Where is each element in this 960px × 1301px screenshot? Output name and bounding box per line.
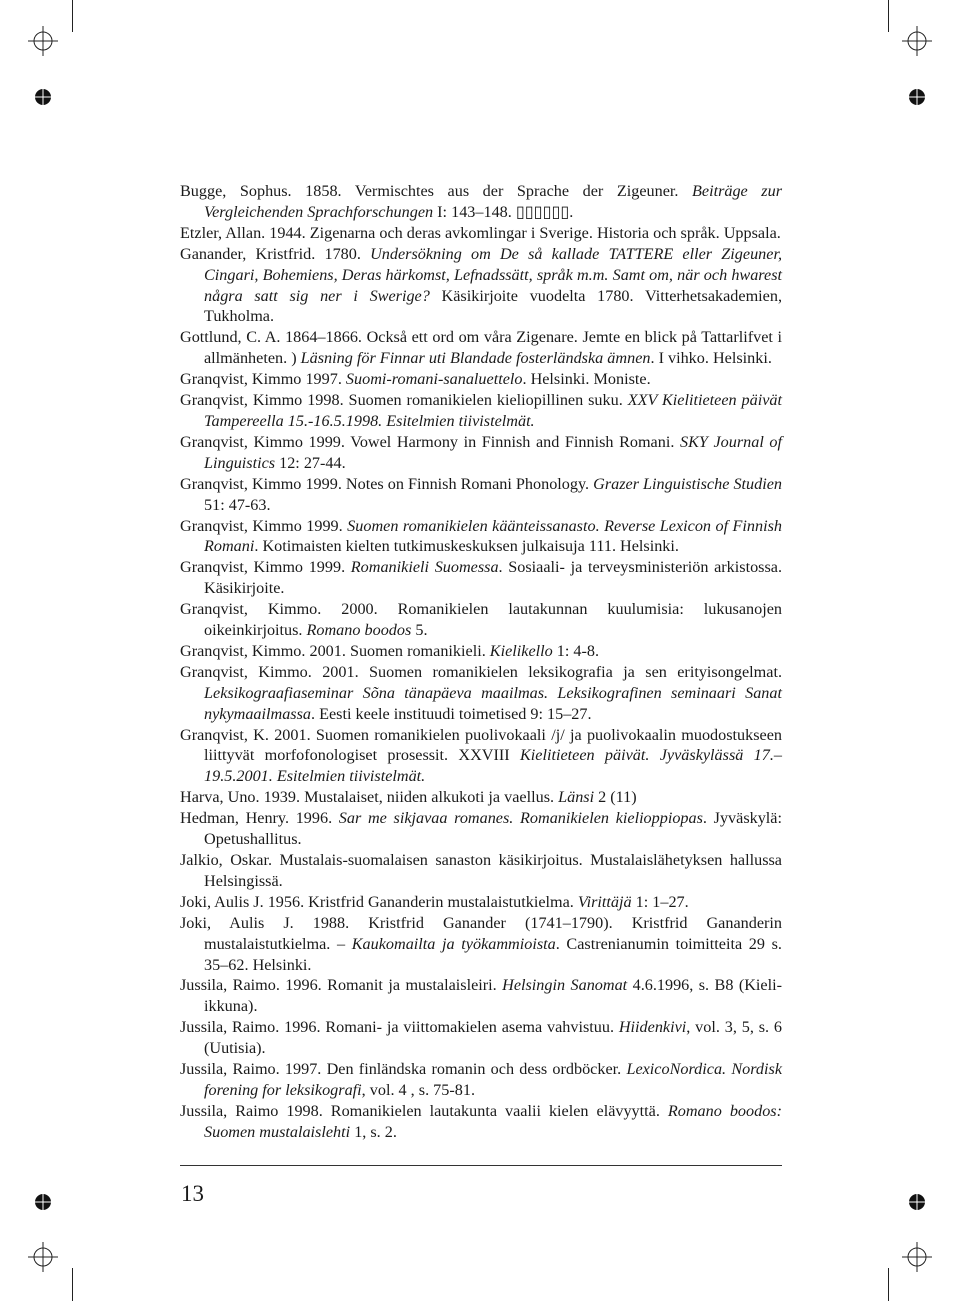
bibliography-entry — [180, 975, 782, 1017]
bibliography-entry — [180, 516, 782, 558]
target-mark-right-lower — [907, 1192, 927, 1212]
entry-title-italic: Romano boodos: Suomen mustalaislehti — [204, 1101, 782, 1141]
entry-text: 51: 47-63. — [204, 495, 271, 514]
entry-title-italic: Grazer Linguistische Studien — [593, 474, 783, 493]
bibliography-entry — [180, 892, 782, 913]
entry-title-italic: Beiträge zur Vergleichenden Sprachforschungen — [204, 182, 782, 221]
entry-text: Bugge, Sophus. 1858. Vermischtes aus der Sprache der Zigeuner. — [180, 182, 692, 200]
registration-mark-top-left — [28, 26, 58, 56]
bibliography-entry — [180, 599, 782, 641]
entry-text: Hedman, Henry. 1996. — [180, 809, 339, 828]
target-mark-left-lower — [33, 1192, 53, 1212]
entry-text: Granqvist, Kimmo. 2000. Romanikielen lautakunnan kuulumisia: lukusanojen oikeinkirjoitus. — [180, 600, 782, 640]
entry-text: Granqvist, Kimmo. 2001. Suomen romanikieli. — [180, 641, 490, 660]
bibliography-entry — [180, 327, 782, 369]
trim-line-bottom-left — [72, 1268, 73, 1301]
entry-text: I: 143–148. ▯▯▯▯▯▯. — [437, 202, 574, 221]
entry-title-italic: Suomi-romani-sanaluettelo — [345, 370, 523, 389]
target-mark-right-upper — [907, 87, 927, 107]
entry-text: Jalkio, Oskar. Mustalais-suomalaisen sanaston käsikirjoitus. Mustalaislähetyksen hallussa Helsingissä. — [180, 851, 782, 890]
bibliography-entry — [180, 432, 782, 474]
entry-text: Granqvist, Kimmo 1999. Vowel Harmony in Finnish and Finnish Romani. — [180, 432, 680, 451]
registration-mark-top-right — [902, 26, 932, 56]
entry-title-italic: Romanikieli Suomessa — [350, 558, 499, 577]
target-mark-left-upper — [33, 87, 53, 107]
entry-title-italic: Virittäjä — [577, 892, 632, 911]
entry-text: , vol. 3, 5, s. 6 (Uutisia). — [204, 1018, 782, 1058]
footer-rule — [180, 1165, 782, 1166]
entry-text: . Castrenianumin toimitteita 29 s. 35–62. Helsinki. — [204, 934, 782, 974]
entry-text: Granqvist, Kimmo. 2001. Suomen romanikielen leksikografia ja sen erityisongelmat. — [180, 662, 782, 681]
entry-text: , vol. 4 , s. 75-81. — [361, 1080, 475, 1099]
entry-text: . Helsinki. Moniste. — [522, 370, 651, 389]
bibliography-entry — [180, 369, 782, 390]
page-number: 13 — [181, 1181, 204, 1206]
trim-line-top-right — [888, 0, 889, 32]
entry-text: . Kotimaisten kielten tutkimuskeskuksen julkaisuja 111. Helsinki. — [254, 537, 679, 556]
entry-title-italic: Leksikograafiaseminar Sõna tänapäeva maailmas. Leksikografinen seminaari Sanat nykymaailmassa — [204, 683, 782, 723]
entry-title-italic: Suomen romanikielen käänteissanasto. Reverse Lexicon of Finnish Romani — [204, 516, 782, 556]
entry-title-italic: Kielitieteen päivät. Jyväskylässä 17.–19.5.2001. Esitelmien tiivistelmät. — [204, 746, 782, 786]
entry-text: 12: 27-44. — [275, 453, 346, 472]
entry-text: 5. — [411, 621, 428, 640]
bibliography-entry — [180, 557, 782, 599]
entry-text: Jussila, Raimo. 1997. Den finländska romanin och dess ordböcker. — [180, 1060, 627, 1079]
bibliography-entry — [180, 1059, 782, 1101]
entry-text: Joki, Aulis J. 1956. Kristfrid Gananderin mustalaistutkielma. — [180, 892, 578, 911]
entry-text: 1, s. 2. — [350, 1122, 397, 1141]
registration-mark-bottom-right — [902, 1242, 932, 1272]
bibliography-entry — [180, 641, 782, 662]
entry-text: . Sosiaali- ja terveysministeriön arkistossa. Käsikirjoite. — [204, 558, 782, 598]
entry-text: . Jyväskylä: Opetushallitus. — [204, 809, 782, 849]
entry-text: . I vihko. Helsinki. — [650, 349, 772, 368]
bibliography-entry — [180, 662, 782, 725]
entry-text: Jussila, Raimo 1998. Romanikielen lautakunta vaalii kielen elävyyttä. — [180, 1101, 668, 1120]
entry-title-italic: LexicoNordica. Nordisk forening for leksikografi — [204, 1060, 783, 1099]
bibliography-entry — [180, 474, 782, 516]
entry-text: Käsikirjoite vuodelta 1780. Vitterhetsakademien, Tukholma. — [204, 286, 782, 326]
entry-text: Etzler, Allan. 1944. Zigenarna och deras avkomlingar i Sverige. Historia och språk. Uppsala. — [180, 223, 781, 242]
bibliography-entry — [180, 244, 782, 328]
entry-title-italic: Läsning för Finnar uti Blandade fosterländska ämnen — [300, 349, 651, 368]
bibliography-entry — [180, 1101, 782, 1143]
bibliography-entry — [180, 390, 782, 432]
entry-title-italic: SKY Journal of Linguistics — [204, 432, 782, 472]
bibliography-entry — [180, 913, 782, 976]
entry-title-italic: XXV Kielitieteen päivät Tampereella 15.-16.5.1998. Esitelmien tiivistelmät. — [204, 391, 782, 430]
bibliography-entry — [180, 181, 782, 223]
entry-text: 2 (11) — [594, 788, 637, 807]
entry-title-italic: Helsingin Sanomat — [502, 976, 628, 995]
entry-text: 1: 1–27. — [631, 892, 689, 911]
entry-title-italic: Romano boodos — [306, 621, 412, 640]
entry-title-italic: Kielikello — [489, 641, 553, 660]
bibliography-entry — [180, 787, 782, 808]
entry-text: Ganander, Kristfrid. 1780. — [180, 244, 371, 263]
registration-mark-bottom-left — [28, 1242, 58, 1272]
entry-text: 4.6.1996, s. B8 (Kieli-ikkuna). — [204, 976, 782, 1016]
entry-text: Granqvist, Kimmo 1999. — [180, 516, 348, 535]
bibliography-entry — [180, 223, 782, 244]
bibliography-list — [180, 181, 782, 1143]
entry-text: Jussila, Raimo. 1996. Romani- ja viittomakielen asema vahvistuu. — [180, 1018, 619, 1037]
entry-text: Granqvist, Kimmo 1999. — [180, 558, 351, 577]
entry-text: Joki, Aulis J. 1988. Kristfrid Ganander (1741–1790). Kristfrid Gananderin mustalaistutkielma. – — [180, 913, 782, 953]
bibliography-entry — [180, 1017, 782, 1059]
bibliography-entry — [180, 808, 782, 850]
entry-title-italic: Kaukomailta ja työkammioista — [351, 934, 556, 953]
bibliography-entry — [180, 850, 782, 892]
entry-title-italic: Sar me sikjavaa romanes. Romanikielen kielioppiopas — [338, 809, 703, 828]
entry-text: . Eesti keele instituudi toimetised 9: 15–27. — [311, 704, 592, 723]
trim-line-bottom-right — [888, 1268, 889, 1301]
entry-text: Harva, Uno. 1939. Mustalaiset, niiden alkukoti ja vaellus. — [180, 788, 559, 807]
entry-title-italic: Länsi — [558, 788, 595, 807]
entry-title-italic: Hiidenkivi — [618, 1018, 687, 1037]
bibliography-entry — [180, 725, 782, 788]
entry-text: Granqvist, Kimmo 1998. Suomen romanikielen kieliopillinen suku. — [180, 391, 628, 410]
entry-text: Jussila, Raimo. 1996. Romanit ja mustalaisleiri. — [180, 976, 503, 995]
entry-text: Granqvist, K. 2001. Suomen romanikielen puolivokaali /j/ ja puolivokaalin muodostukseen liittyvät morfofonologiset prosessit. XXVIII — [180, 725, 782, 765]
trim-line-top-left — [72, 0, 73, 32]
entry-text: Granqvist, Kimmo 1997. — [180, 370, 346, 389]
entry-title-italic: Undersökning om De så kallade TATTERE eller Zigeuner, Cingari, Bohemiens, Deras härkomst, Lefnadssätt, språk m.m. Samt om, när och hwarest några satt sig ner i Swerige? — [204, 244, 782, 305]
entry-text: 1: 4-8. — [552, 641, 600, 660]
entry-text: Gottlund, C. A. 1864–1866. Också ett ord om våra Zigenare. Jemte en blick på Tattarlifvet i allmänheten. ) — [180, 328, 782, 368]
entry-text: Granqvist, Kimmo 1999. Notes on Finnish Romani Phonology. — [180, 474, 594, 493]
